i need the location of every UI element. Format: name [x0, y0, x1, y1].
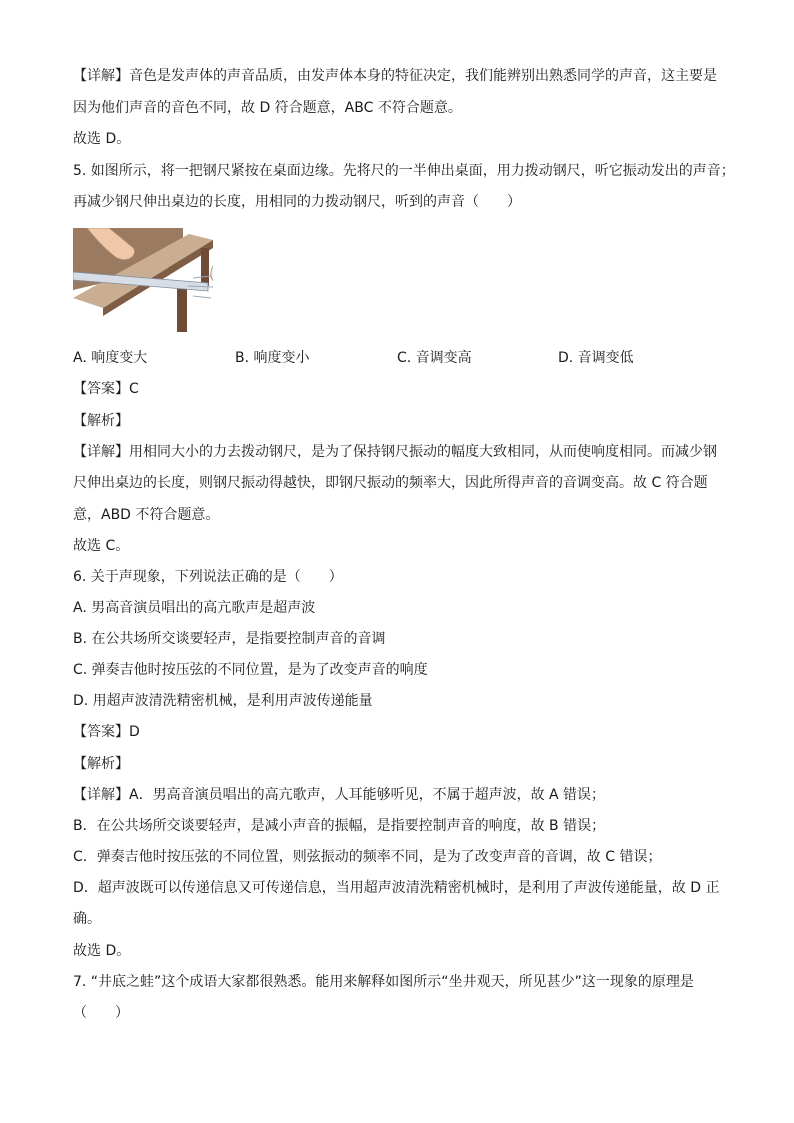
q5-stem-line2: 再减少钢尺伸出桌边的长度，用相同的力拨动钢尺，听到的声音（ ）: [73, 194, 521, 210]
q5-option-c: C. 音调变高: [397, 350, 472, 366]
q6-answer: 【答案】D: [73, 724, 140, 740]
q6-option-a: A. 男高音演员唱出的高亢歌声是超声波: [73, 600, 316, 616]
hand-plucking: [211, 253, 213, 309]
q6-stem: 6. 关于声现象，下列说法正确的是（ ）: [73, 569, 343, 585]
ruler-table-figure: [73, 228, 213, 332]
q5-explain-line2: 尺伸出桌边的长度，则钢尺振动得越快，即钢尺振动的频率大，因此所得声音的音调变高。故 C 符合题: [73, 475, 708, 491]
q5-analysis-heading: 【解析】: [73, 413, 129, 429]
q5-option-b: B. 响度变小: [235, 350, 310, 366]
q5-explain-line1: 【详解】用相同大小的力去拨动钢尺，是为了保持钢尺振动的幅度大致相同，从而使响度相同。而减少钢: [73, 444, 717, 460]
q5-option-d: D. 音调变低: [558, 350, 634, 366]
q6-option-d: D. 用超声波清洗精密机械，是利用声波传递能量: [73, 693, 373, 709]
q7-stem-line1: 7. “井底之蛙”这个成语大家都很熟悉。能用来解释如图所示“坐井观天，所见甚少”这一现象的原理是: [73, 974, 694, 990]
q5-answer: 【答案】C: [73, 381, 139, 397]
q6-conclusion: 故选 D。: [73, 943, 131, 959]
q6-explain-line4: D．超声波既可以传递信息又可传递信息，当用超声波清洗精密机械时，是利用了声波传递能量，故 D 正: [73, 880, 720, 896]
q4-explain-line2: 因为他们声音的音色不同，故 D 符合题意，ABC 不符合题意。: [73, 100, 462, 116]
q6-explain-line2: B．在公共场所交谈要轻声，是减小声音的振幅，是指要控制声音的响度，故 B 错误；: [73, 818, 606, 834]
q5-conclusion: 故选 C。: [73, 538, 130, 554]
q6-analysis-heading: 【解析】: [73, 756, 129, 772]
q5-explain-line3: 意，ABD 不符合题意。: [73, 507, 220, 523]
table-leg-right: [201, 248, 209, 286]
q6-explain-line1: 【详解】A．男高音演员唱出的高亢歌声，人耳能够听见，不属于超声波，故 A 错误；: [73, 787, 606, 803]
q6-explain-line3: C．弹奏吉他时按压弦的不同位置，则弦振动的频率不同，是为了改变声音的音调，故 C 错误；: [73, 849, 662, 865]
q6-option-c: C. 弹奏吉他时按压弦的不同位置，是为了改变声音的响度: [73, 662, 428, 678]
q4-conclusion: 故选 D。: [73, 131, 131, 147]
q5-option-a: A. 响度变大: [73, 350, 148, 366]
q5-stem-line1: 5. 如图所示，将一把钢尺紧按在桌面边缘。先将尺的一半伸出桌面，用力拨动钢尺，听它振动发出的声音；: [73, 163, 735, 179]
q7-stem-line2: （ ）: [73, 1005, 129, 1021]
q6-explain-line5: 确。: [73, 911, 101, 927]
q6-option-b: B. 在公共场所交谈要轻声，是指要控制声音的音调: [73, 631, 386, 647]
table-leg-left: [177, 284, 187, 332]
q4-explain-line1: 【详解】音色是发声体的声音品质，由发声体本身的特征决定，我们能辨别出熟悉同学的声音，这主要是: [73, 68, 717, 84]
